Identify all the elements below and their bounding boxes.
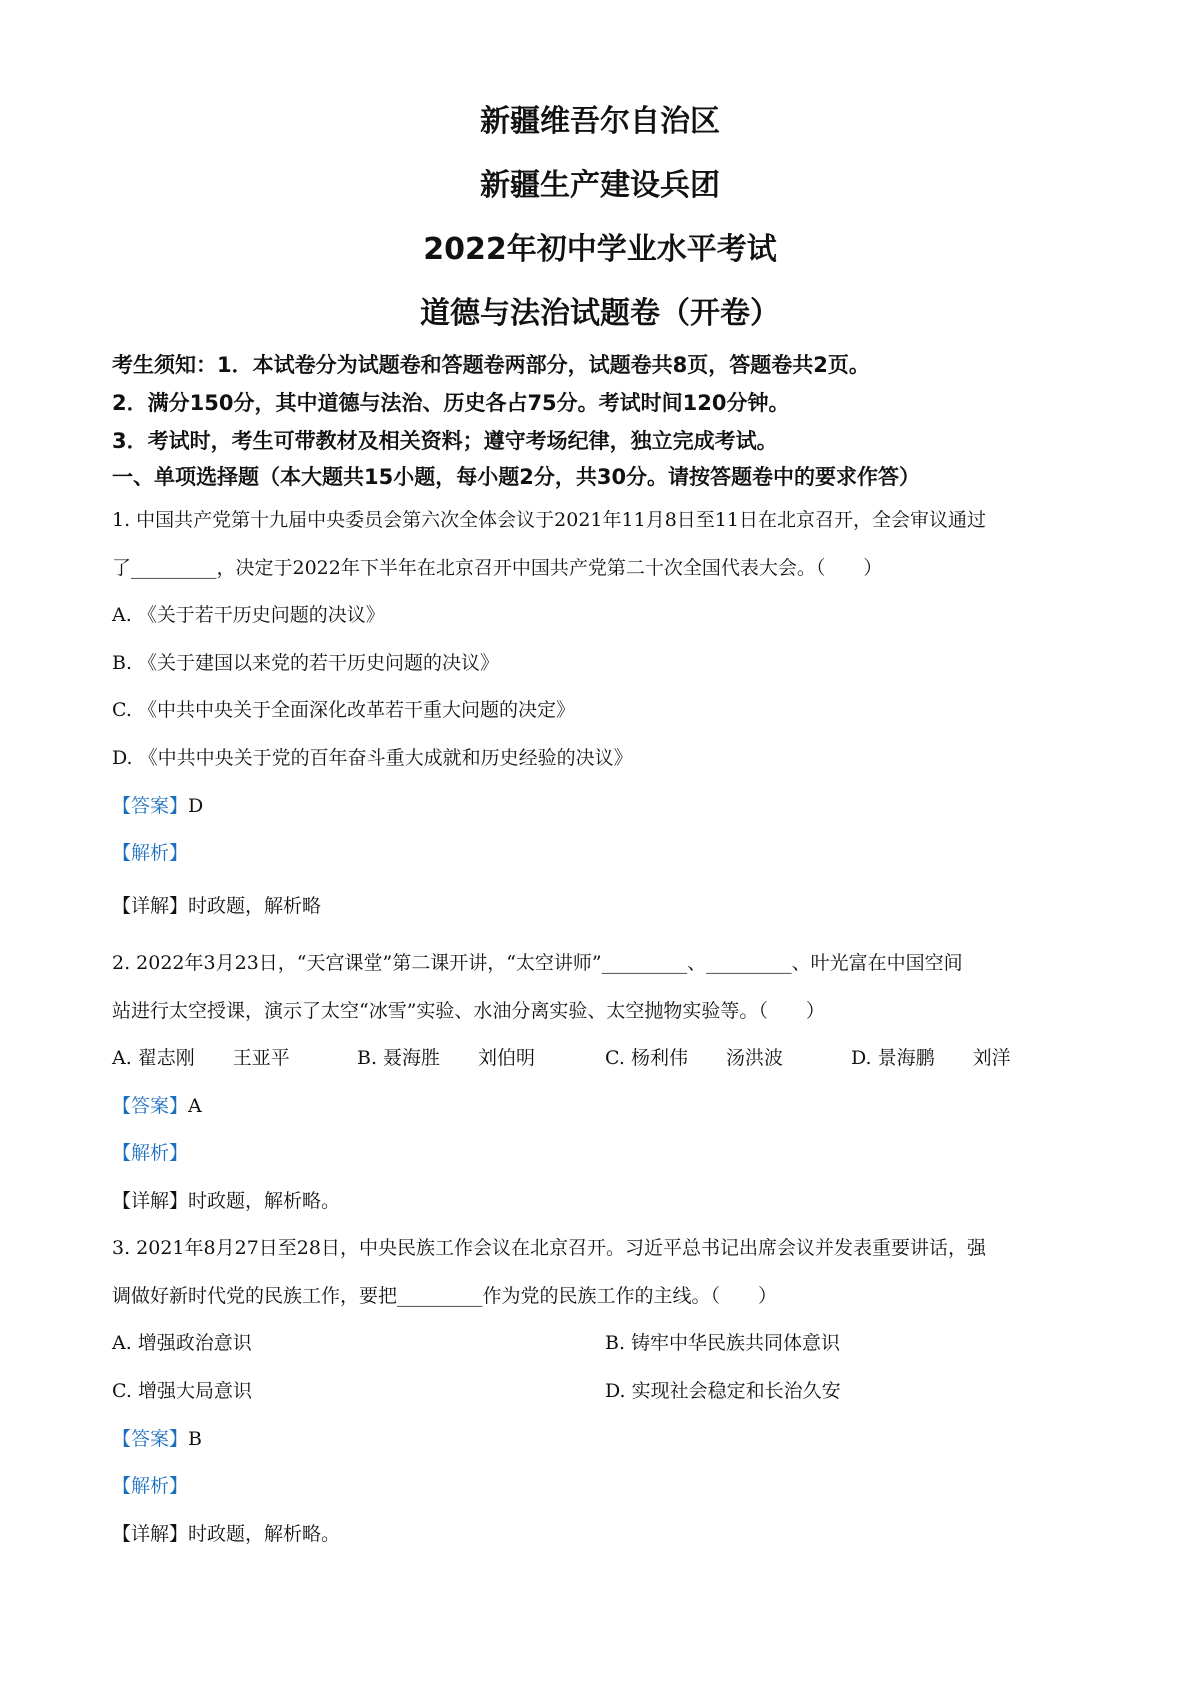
q3-detail: 【详解】时政题，解析略。 <box>112 1523 341 1545</box>
q3-answer <box>112 1424 202 1454</box>
analysis-tag: 【解析】 <box>112 842 189 864</box>
notice-line-1: 考生须知：1．本试卷分为试题卷和答题卷两部分，试题卷共8页，答题卷共2页。 <box>112 353 870 377</box>
q3-stem-line-2: 调做好新时代党的民族工作，要把_________作为党的民族工作的主线。（ ） <box>112 1285 778 1307</box>
q2-option-a: A. 翟志刚 王亚平 <box>112 1047 290 1069</box>
answer-tag: 【答案】 <box>112 1428 189 1450</box>
q1-stem-line-1: 1. 中国共产党第十九届中央委员会第六次全体会议于2021年11月8日至11日在北京召开，全会审议通过 <box>112 509 986 531</box>
q3-option-d: D. 实现社会稳定和长治久安 <box>605 1380 841 1402</box>
q2-detail: 【详解】时政题，解析略。 <box>112 1190 341 1212</box>
q2-stem-line-2: 站进行太空授课，演示了太空“冰雪”实验、水油分离实验、太空抛物实验等。（ ） <box>112 1000 825 1022</box>
analysis-tag: 【解析】 <box>112 1475 189 1497</box>
q3-option-c: C. 增强大局意识 <box>112 1380 252 1402</box>
exam-title: 2022年初中学业水平考试 <box>423 232 777 267</box>
answer-tag: 【答案】 <box>112 1095 189 1117</box>
q1-detail: 【详解】时政题，解析略 <box>112 895 322 917</box>
q3-analysis <box>112 1471 188 1501</box>
q1-stem-line-2: 了_________，决定于2022年下半年在北京召开中国共产党第二十次全国代表大会。（ ） <box>112 557 883 579</box>
q1-option-c: C. 《中共中央关于全面深化改革若干重大问题的决定》 <box>112 699 575 721</box>
notice-line-3: 3．考试时，考生可带教材及相关资料；遵守考场纪律，独立完成考试。 <box>112 429 778 453</box>
q2-stem-line-1: 2. 2022年3月23日，“天宫课堂”第二课开讲，“太空讲师”_________、_________、叶光富在中国空间 <box>112 952 963 974</box>
answer-tag: 【答案】 <box>112 795 189 817</box>
q3-option-b: B. 铸牢中华民族共同体意识 <box>605 1332 841 1354</box>
q3-option-a: A. 增强政治意识 <box>112 1332 252 1354</box>
q2-option-c: C. 杨利伟 汤洪波 <box>605 1047 783 1069</box>
q3-answer-value: B <box>188 1428 202 1450</box>
corps-title: 新疆生产建设兵团 <box>480 168 720 203</box>
q1-answer-value: D <box>188 795 204 817</box>
q2-option-b: B. 聂海胜 刘伯明 <box>357 1047 536 1069</box>
q2-analysis <box>112 1138 188 1168</box>
notice-line-2: 2．满分150分，其中道德与法治、历史各占75分。考试时间120分钟。 <box>112 391 790 415</box>
section-heading: 一、单项选择题（本大题共15小题，每小题2分，共30分。请按答题卷中的要求作答） <box>112 465 921 489</box>
q1-analysis <box>112 838 188 868</box>
region-title: 新疆维吾尔自治区 <box>480 104 720 139</box>
analysis-tag: 【解析】 <box>112 1142 189 1164</box>
q1-option-a: A. 《关于若干历史问题的决议》 <box>112 604 385 626</box>
q2-option-d: D. 景海鹏 刘洋 <box>851 1047 1011 1069</box>
q1-answer <box>112 791 203 821</box>
subject-title: 道德与法治试题卷（开卷） <box>420 296 780 331</box>
q2-answer-value: A <box>188 1095 202 1117</box>
q3-stem-line-1: 3. 2021年8月27日至28日，中央民族工作会议在北京召开。习近平总书记出席会议并发表重要讲话，强 <box>112 1237 986 1259</box>
q1-option-b: B. 《关于建国以来党的若干历史问题的决议》 <box>112 652 500 674</box>
q1-option-d: D. 《中共中央关于党的百年奋斗重大成就和历史经验的决议》 <box>112 747 633 769</box>
q2-answer <box>112 1091 202 1121</box>
